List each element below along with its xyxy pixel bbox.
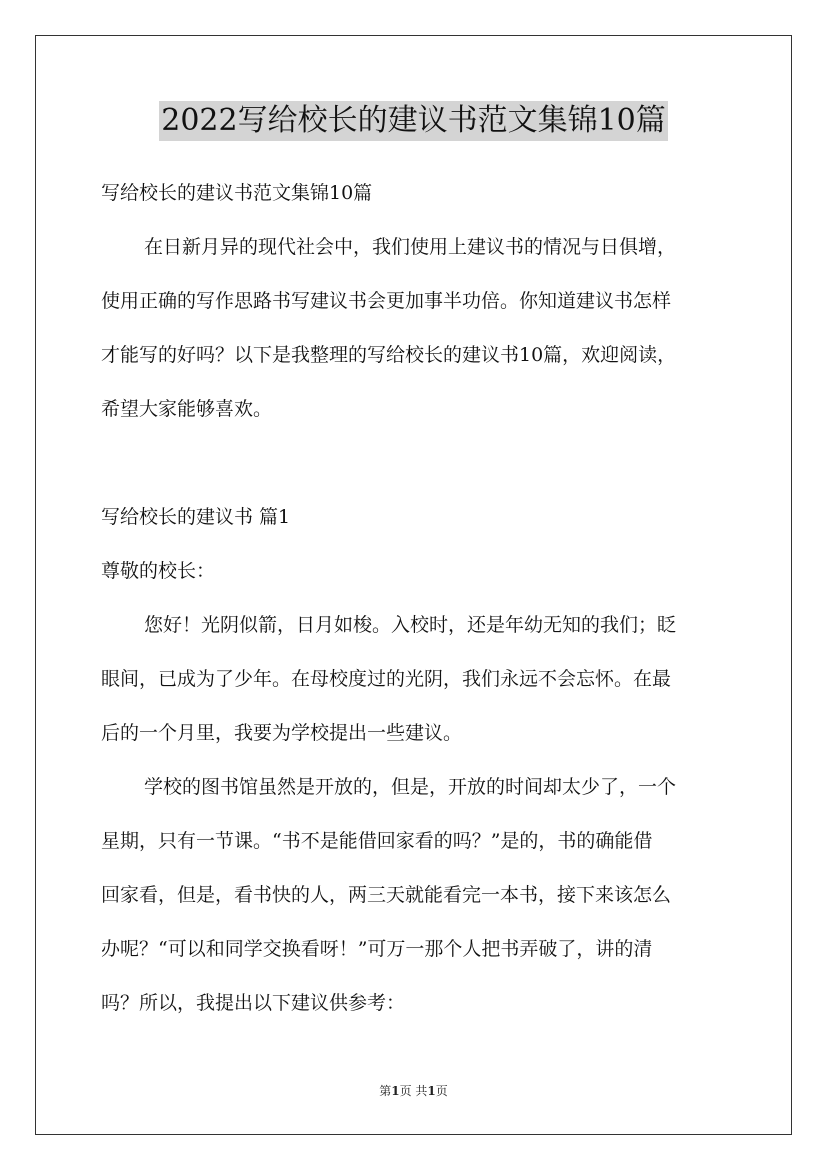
document-title-text: 2022写给校长的建议书范文集锦10篇 <box>159 101 668 141</box>
paragraph2-line: 学校的图书馆虽然是开放的，但是，开放的时间却太少了，一个 <box>144 776 677 798</box>
intro-line: 才能写的好吗？以下是我整理的写给校长的建议书10篇，欢迎阅读， <box>101 344 677 366</box>
paragraph2-line: 星期，只有一节课。“书不是能借回家看的吗？”是的，书的确能借 <box>101 830 653 852</box>
paragraph2-line: 办呢？“可以和同学交换看呀！”可万一那个人把书弄破了，讲的清 <box>101 938 653 960</box>
intro-line: 希望大家能够喜欢。 <box>101 398 273 420</box>
intro-line: 使用正确的写作思路书写建议书会更加事半功倍。你知道建议书怎样 <box>101 290 672 312</box>
salutation: 尊敬的校长： <box>101 560 216 582</box>
paragraph-gap <box>101 436 741 490</box>
paragraph1-line: 您好！光阴似箭，日月如梭。入校时，还是年幼无知的我们；眨 <box>144 614 677 636</box>
footer-page-mid: 页 共 <box>399 1084 428 1098</box>
footer-page-prefix: 第 <box>379 1084 392 1098</box>
footer-page-suffix: 页 <box>435 1084 448 1098</box>
paragraph1-line: 后的一个月里，我要为学校提出一些建议。 <box>101 722 463 744</box>
document-body <box>101 166 741 1030</box>
section-heading: 写给校长的建议书 篇1 <box>101 506 291 528</box>
footer-page-total: 1 <box>427 1084 436 1098</box>
footer-page-current: 1 <box>391 1084 400 1098</box>
paragraph2-line: 吗？所以，我提出以下建议供参考： <box>101 992 406 1014</box>
document-title <box>0 101 827 141</box>
paragraph1-line: 眼间，已成为了少年。在母校度过的光阴，我们永远不会忘怀。在最 <box>101 668 672 690</box>
paragraph2-line: 回家看，但是，看书快的人，两三天就能看完一本书，接下来该怎么 <box>101 884 672 906</box>
subtitle: 写给校长的建议书范文集锦10篇 <box>101 182 373 204</box>
page-footer <box>0 1082 827 1099</box>
intro-line: 在日新月异的现代社会中，我们使用上建议书的情况与日俱增， <box>144 236 677 258</box>
